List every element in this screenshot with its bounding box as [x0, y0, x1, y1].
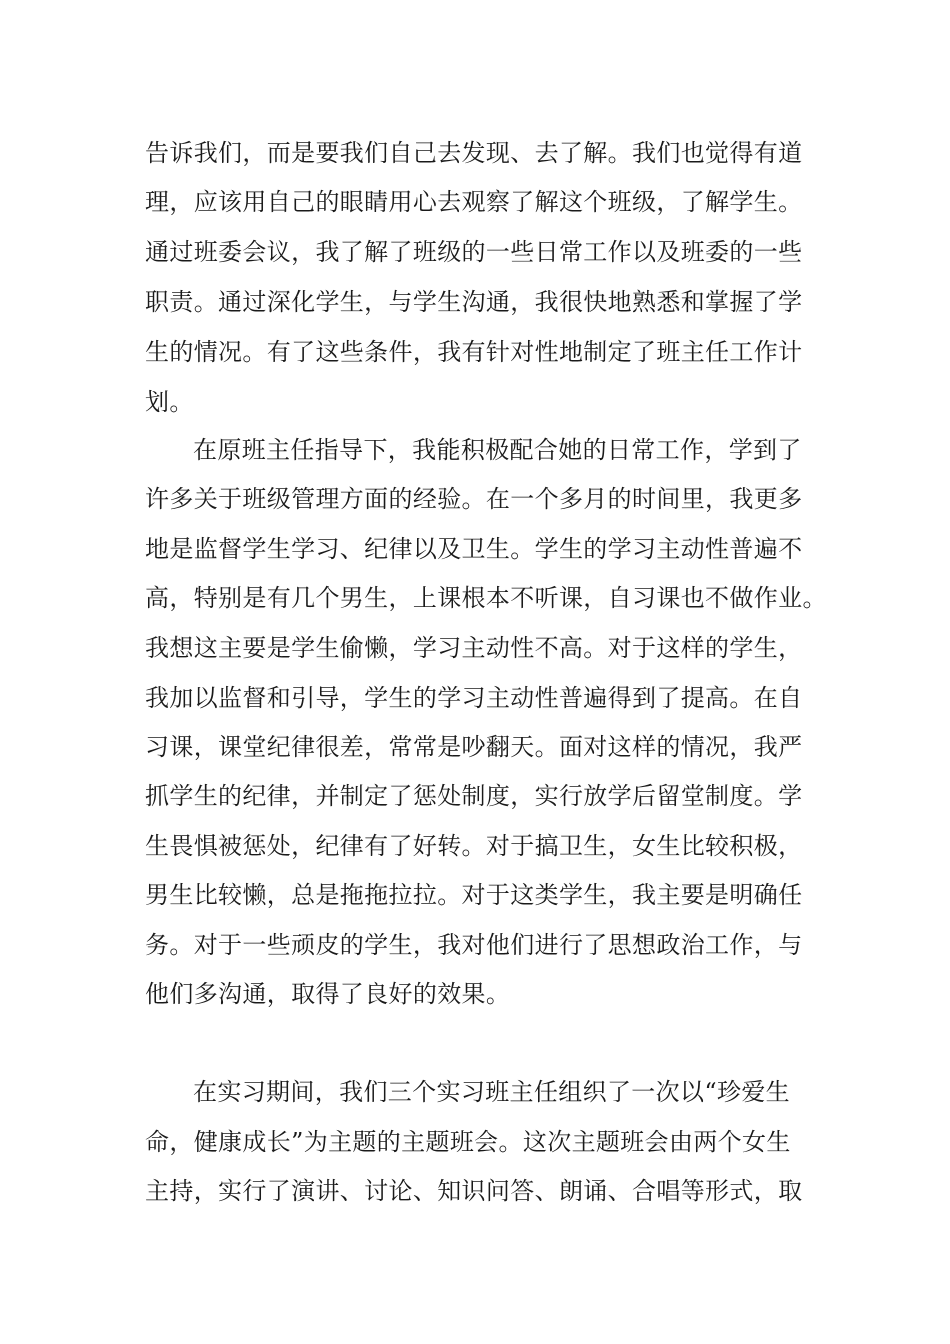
text-line: 职责。通过深化学生，与学生沟通，我很快地熟悉和掌握了学 [145, 288, 803, 316]
text-line: 我想这主要是学生偷懒，学习主动性不高。对于这样的学生， [145, 634, 803, 662]
text-line: 男生比较懒，总是拖拖拉拉。对于这类学生，我主要是明确任 [145, 881, 803, 909]
text-line: 理，应该用自己的眼睛用心去观察了解这个班级，了解学生。 [145, 188, 803, 216]
text-line: 他们多沟通，取得了良好的效果。 [145, 980, 511, 1008]
text-line: 划。 [145, 388, 194, 416]
text-line: 抓学生的纪律，并制定了惩处制度，实行放学后留堂制度。学 [145, 782, 803, 810]
text-line: 主持，实行了演讲、讨论、知识问答、朗诵、合唱等形式，取 [145, 1177, 803, 1205]
text-line: 务。对于一些顽皮的学生，我对他们进行了思想政治工作，与 [145, 931, 803, 959]
paragraph-first-line: 在实习期间，我们三个实习班主任组织了一次以“珍爱生 [193, 1078, 791, 1106]
text-line: 生畏惧被惩处，纪律有了好转。对于搞卫生，女生比较积极， [145, 832, 803, 860]
text-line: 习课，课堂纪律很差，常常是吵翻天。面对这样的情况，我严 [145, 733, 803, 761]
text-line: 命，健康成长”为主题的主题班会。这次主题班会由两个女生 [145, 1128, 791, 1156]
text-line: 地是监督学生学习、纪律以及卫生。学生的学习主动性普遍不 [145, 535, 803, 563]
text-line: 告诉我们，而是要我们自己去发现、去了解。我们也觉得有道 [145, 139, 803, 167]
text-line: 通过班委会议，我了解了班级的一些日常工作以及班委的一些 [145, 238, 803, 266]
text-line: 许多关于班级管理方面的经验。在一个多月的时间里，我更多 [145, 485, 803, 513]
paragraph-first-line: 在原班主任指导下，我能积极配合她的日常工作，学到了 [193, 436, 802, 464]
text-line: 我加以监督和引导，学生的学习主动性普遍得到了提高。在自 [145, 684, 803, 712]
text-line: 高，特别是有几个男生，上课根本不听课，自习课也不做作业。 [145, 584, 827, 612]
text-line: 生的情况。有了这些条件，我有针对性地制定了班主任工作计 [145, 338, 803, 366]
